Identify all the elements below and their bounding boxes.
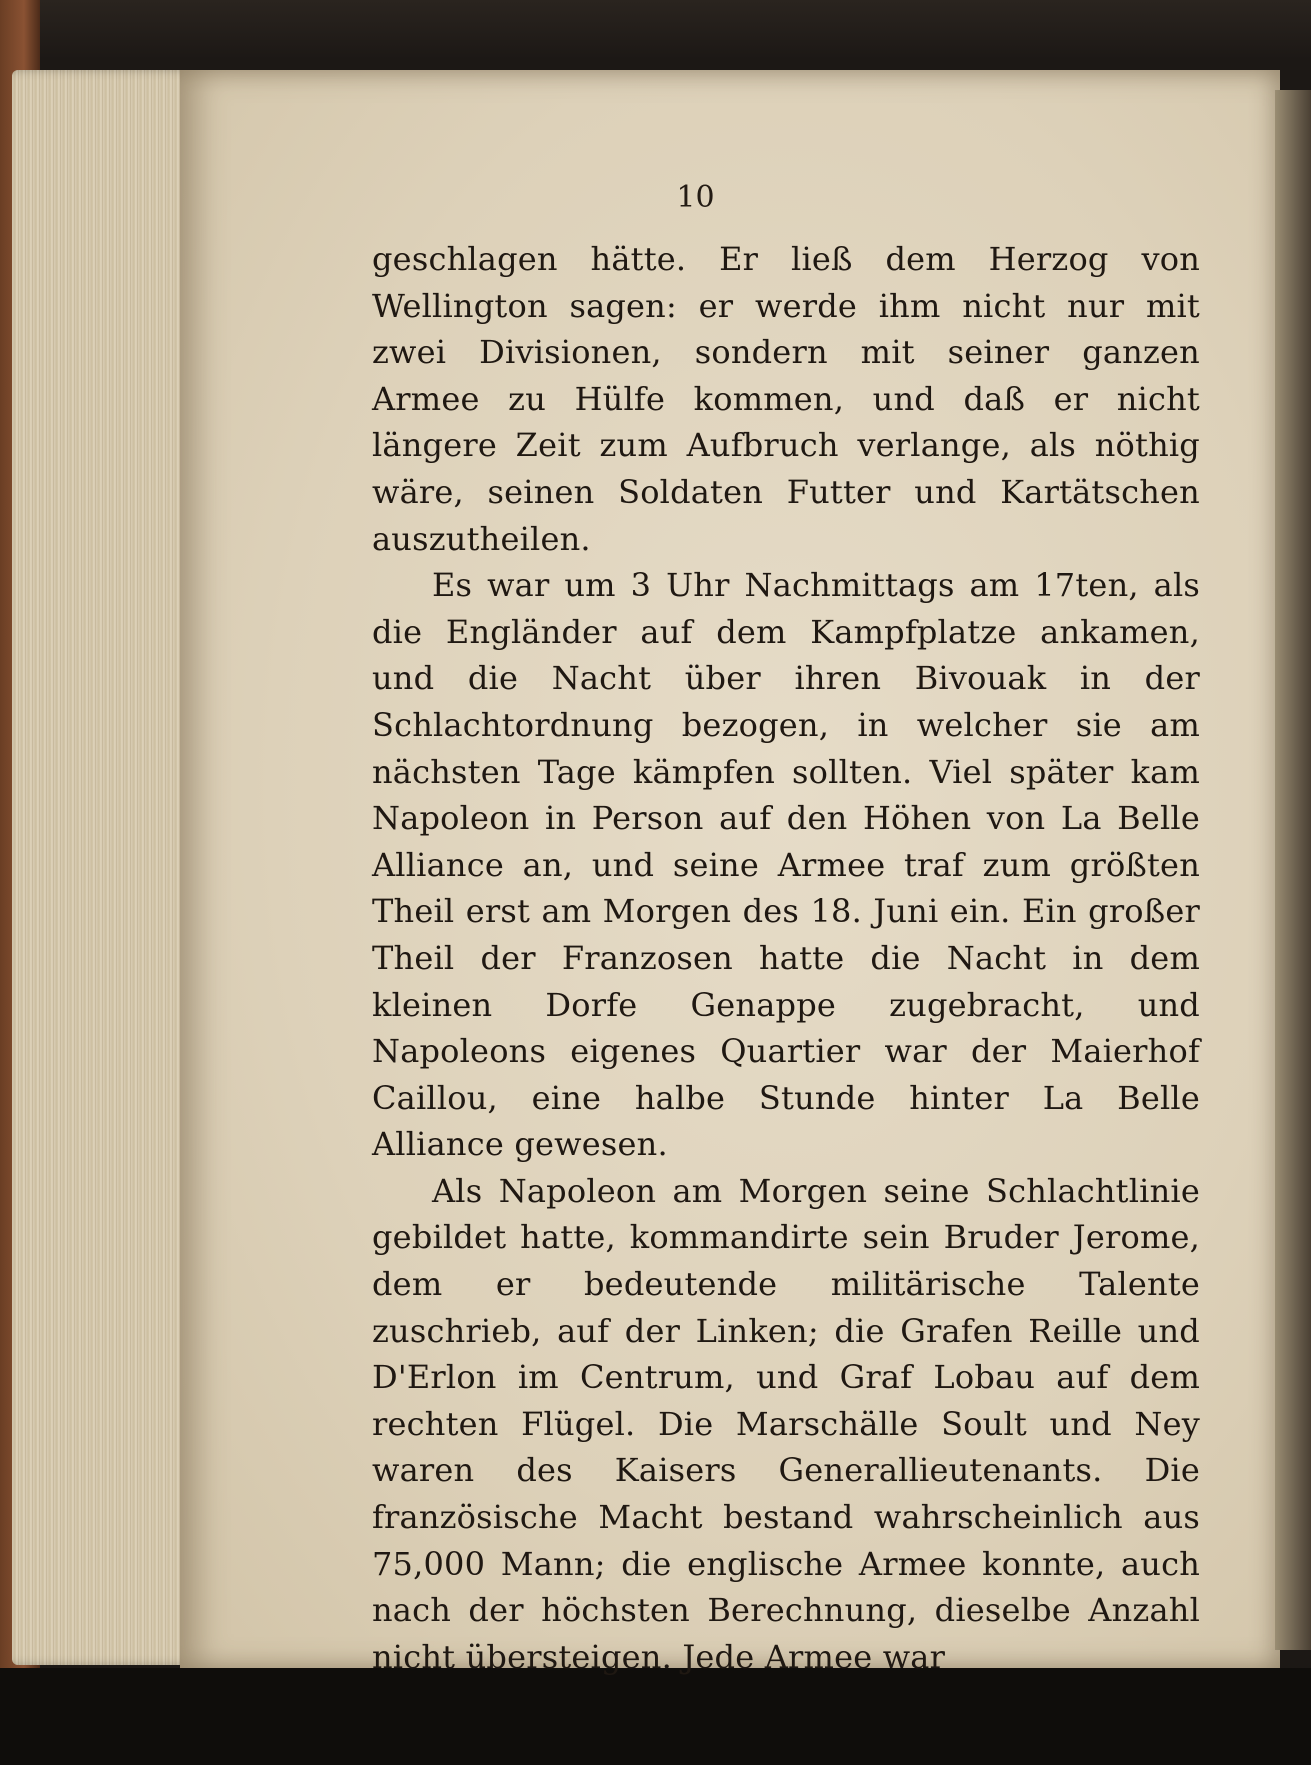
facing-page-edge: [1275, 90, 1311, 1650]
scan-background-bottom: [0, 1668, 1311, 1765]
page-number: 10: [676, 180, 715, 215]
page-stack-edge: [12, 70, 202, 1665]
paragraph-2: Es war um 3 Uhr Nachmittags am 17ten, als die Engländer auf dem Kampfplatze ankamen, und die Nacht über ihren Bivouak in der Schlachtordnung bezogen, in welcher sie am nächsten Tage kämpfen sollten. Viel später kam Napoleon in Person auf den Höhen von La Belle Alliance an, und seine Armee traf zum größten Theil erst am Morgen des 18. Juni ein. Ein großer Theil der Franzosen hatte die Nacht in dem kleinen Dorfe Genappe zugebracht, und Napoleons eigenes Quartier war der Maierhof Caillou, eine halbe Stunde hinter La Belle Alliance gewesen.: [372, 566, 1200, 1164]
paragraph-1: geschlagen hätte. Er ließ dem Herzog von Wellington sagen: er werde ihm nicht nur mit zwei Divisionen, sondern mit seiner ganzen Armee zu Hülfe kommen, und daß er nicht längere Zeit zum Aufbruch verlange, als nöthig wäre, seinen Soldaten Futter und Kartätschen auszutheilen.: [372, 240, 1200, 558]
page-text: [372, 236, 1200, 1680]
paragraph-3: Als Napoleon am Morgen seine Schlachtlinie gebildet hatte, kommandirte sein Bruder Jerome, dem er bedeutende militärische Talente zuschrieb, auf der Linken; die Grafen Reille und D'Erlon im Centrum, und Graf Lobau auf dem rechten Flügel. Die Marschälle Soult und Ney waren des Kaisers Generallieutenants. Die französische Macht bestand wahrscheinlich aus 75,000 Mann; die englische Armee konnte, auch nach der höchsten Berechnung, dieselbe Anzahl nicht übersteigen. Jede Armee war: [372, 1171, 1200, 1676]
